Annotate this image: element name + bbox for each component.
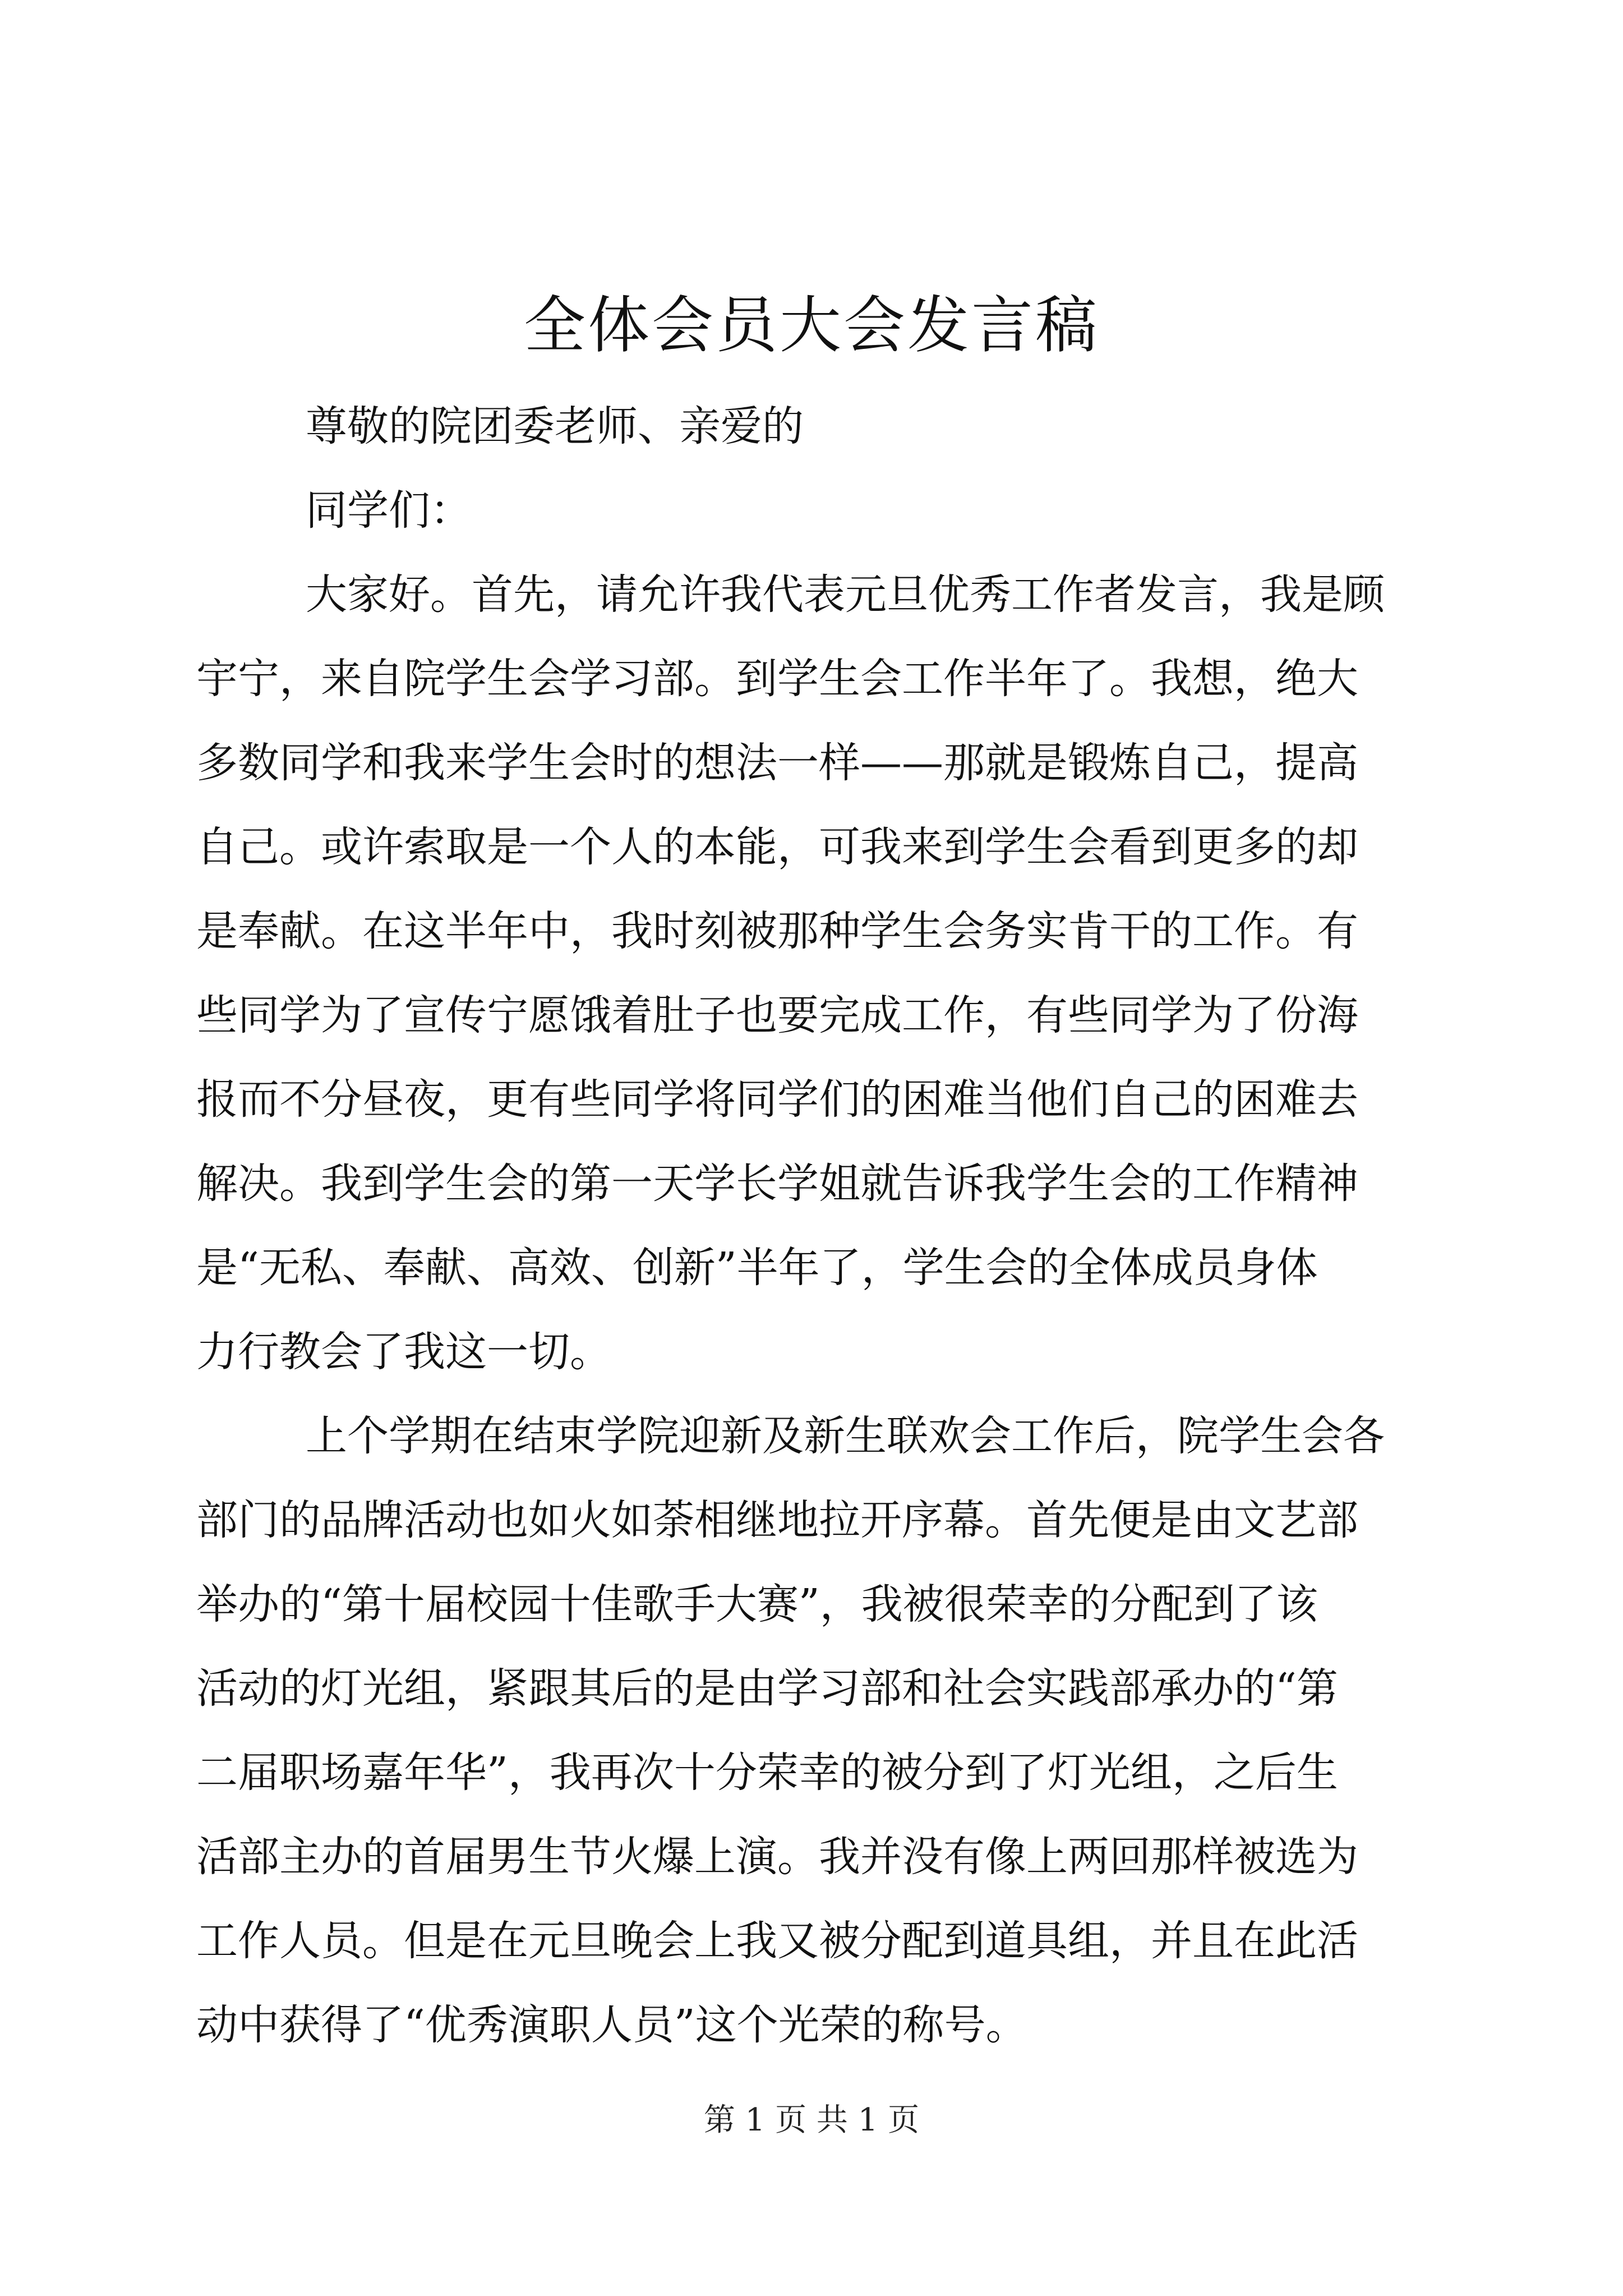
body-line: 自己。或许索取是一个人的本能，可我来到学生会看到更多的却 [196, 823, 1358, 871]
body-line: 报而不分昼夜，更有些同学将同学们的困难当他们自己的困难去 [196, 1075, 1358, 1124]
body-line: 工作人员。但是在元旦晚会上我又被分配到道具组，并且在此活 [196, 1917, 1358, 1965]
document-title: 全体会员大会发言稿 [524, 289, 1099, 361]
body-line: 宇宁，来自院学生会学习部。到学生会工作半年了。我想，绝大 [196, 655, 1358, 703]
page-footer: 第 1 页 共 1 页 [703, 2102, 920, 2138]
body-line: 二届职场嘉年华”，我再次十分荣幸的被分到了灯光组，之后生 [196, 1749, 1338, 1797]
body-line: 动中获得了“优秀演职人员”这个光荣的称号。 [196, 2001, 1027, 2049]
body-line: 解决。我到学生会的第一天学长学姐就告诉我学生会的工作精神 [196, 1159, 1358, 1208]
body-line: 大家好。首先，请允许我代表元旦优秀工作者发言，我是顾 [306, 570, 1385, 619]
body-line: 举办的“第十届校园十佳歌手大赛”，我被很荣幸的分配到了该 [196, 1580, 1318, 1628]
body-line: 同学们： [306, 486, 472, 535]
body-line: 些同学为了宣传宁愿饿着肚子也要完成工作，有些同学为了份海 [196, 991, 1358, 1039]
body-line: 部门的品牌活动也如火如荼相继地拉开序幕。首先便是由文艺部 [196, 1496, 1358, 1544]
body-line: 上个学期在结束学院迎新及新生联欢会工作后，院学生会各 [306, 1412, 1385, 1460]
body-line: 多数同学和我来学生会时的想法一样——那就是锻炼自己，提高 [196, 739, 1358, 787]
body-line: 活部主办的首届男生节火爆上演。我并没有像上两回那样被选为 [196, 1833, 1358, 1881]
body-line: 活动的灯光组，紧跟其后的是由学习部和社会实践部承办的“第 [196, 1664, 1338, 1713]
body-line: 尊敬的院团委老师、亲爱的 [306, 402, 804, 450]
body-line: 是奉献。在这半年中，我时刻被那种学生会务实肯干的工作。有 [196, 907, 1358, 955]
body-line: 力行教会了我这一切。 [196, 1328, 611, 1376]
document-body [196, 384, 1422, 2067]
body-line: 是“无私、奉献、高效、创新”半年了，学生会的全体成员身体 [196, 1244, 1318, 1292]
